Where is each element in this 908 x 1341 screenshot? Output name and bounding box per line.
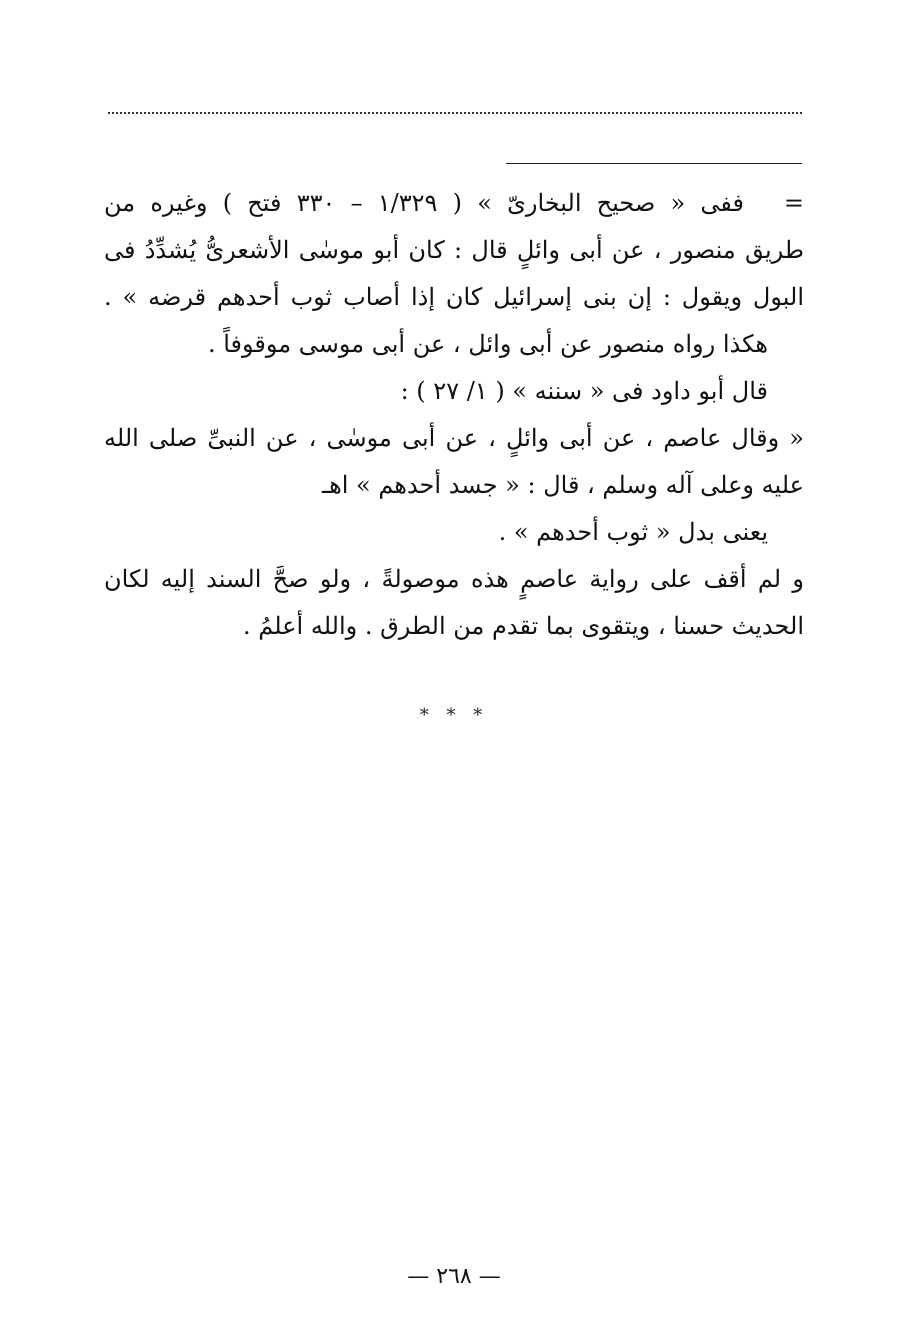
line-text: ففى « صحيح البخارىّ » ( ١/٣٢٩ – ٣٣٠ فتح ) وغيره من — [104, 189, 744, 217]
continuation-mark: = — [783, 189, 804, 217]
page-number: — ٢٦٨ — — [407, 1264, 501, 1289]
text-line-3: البول ويقول : إن بنى إسرائيل كان إذا أصاب ثوب أحدهم قرضه » . — [104, 283, 804, 311]
text-line-7: عليه وعلى آله وسلم ، قال : « جسد أحدهم » اهـ — [322, 471, 804, 499]
dotted-separator-line — [108, 112, 802, 114]
text-line-1 — [104, 180, 804, 227]
text-line-6: « وقال عاصم ، عن أبى وائلٍ ، عن أبى موسٰى ، عن النبىِّ صلى الله — [104, 424, 804, 452]
text-line-8: يعنى بدل « ثوب أحدهم » . — [498, 518, 768, 546]
text-line-2: طريق منصور ، عن أبى وائلٍ قال : كان أبو موسٰى الأشعرىُّ يُشدِّدُ فى — [104, 236, 804, 264]
text-line-10: الحديث حسنا ، ويتقوى بما تقدم من الطرق . والله أعلمُ . — [243, 612, 804, 640]
text-line-9: و لم أقف على رواية عاصمٍ هذه موصولةً ، ولو صحَّ السند إليه لكان — [104, 565, 804, 593]
footnote-rule — [506, 163, 802, 164]
text-line-5: قال أبو داود فى « سننه » ( ١/ ٢٧ ) : — [400, 377, 768, 405]
text-line-4: هكذا رواه منصور عن أبى وائل ، عن أبى موسى موقوفاً . — [207, 330, 768, 358]
section-separator-stars: * * * — [419, 705, 489, 726]
footnote-text — [104, 180, 804, 650]
